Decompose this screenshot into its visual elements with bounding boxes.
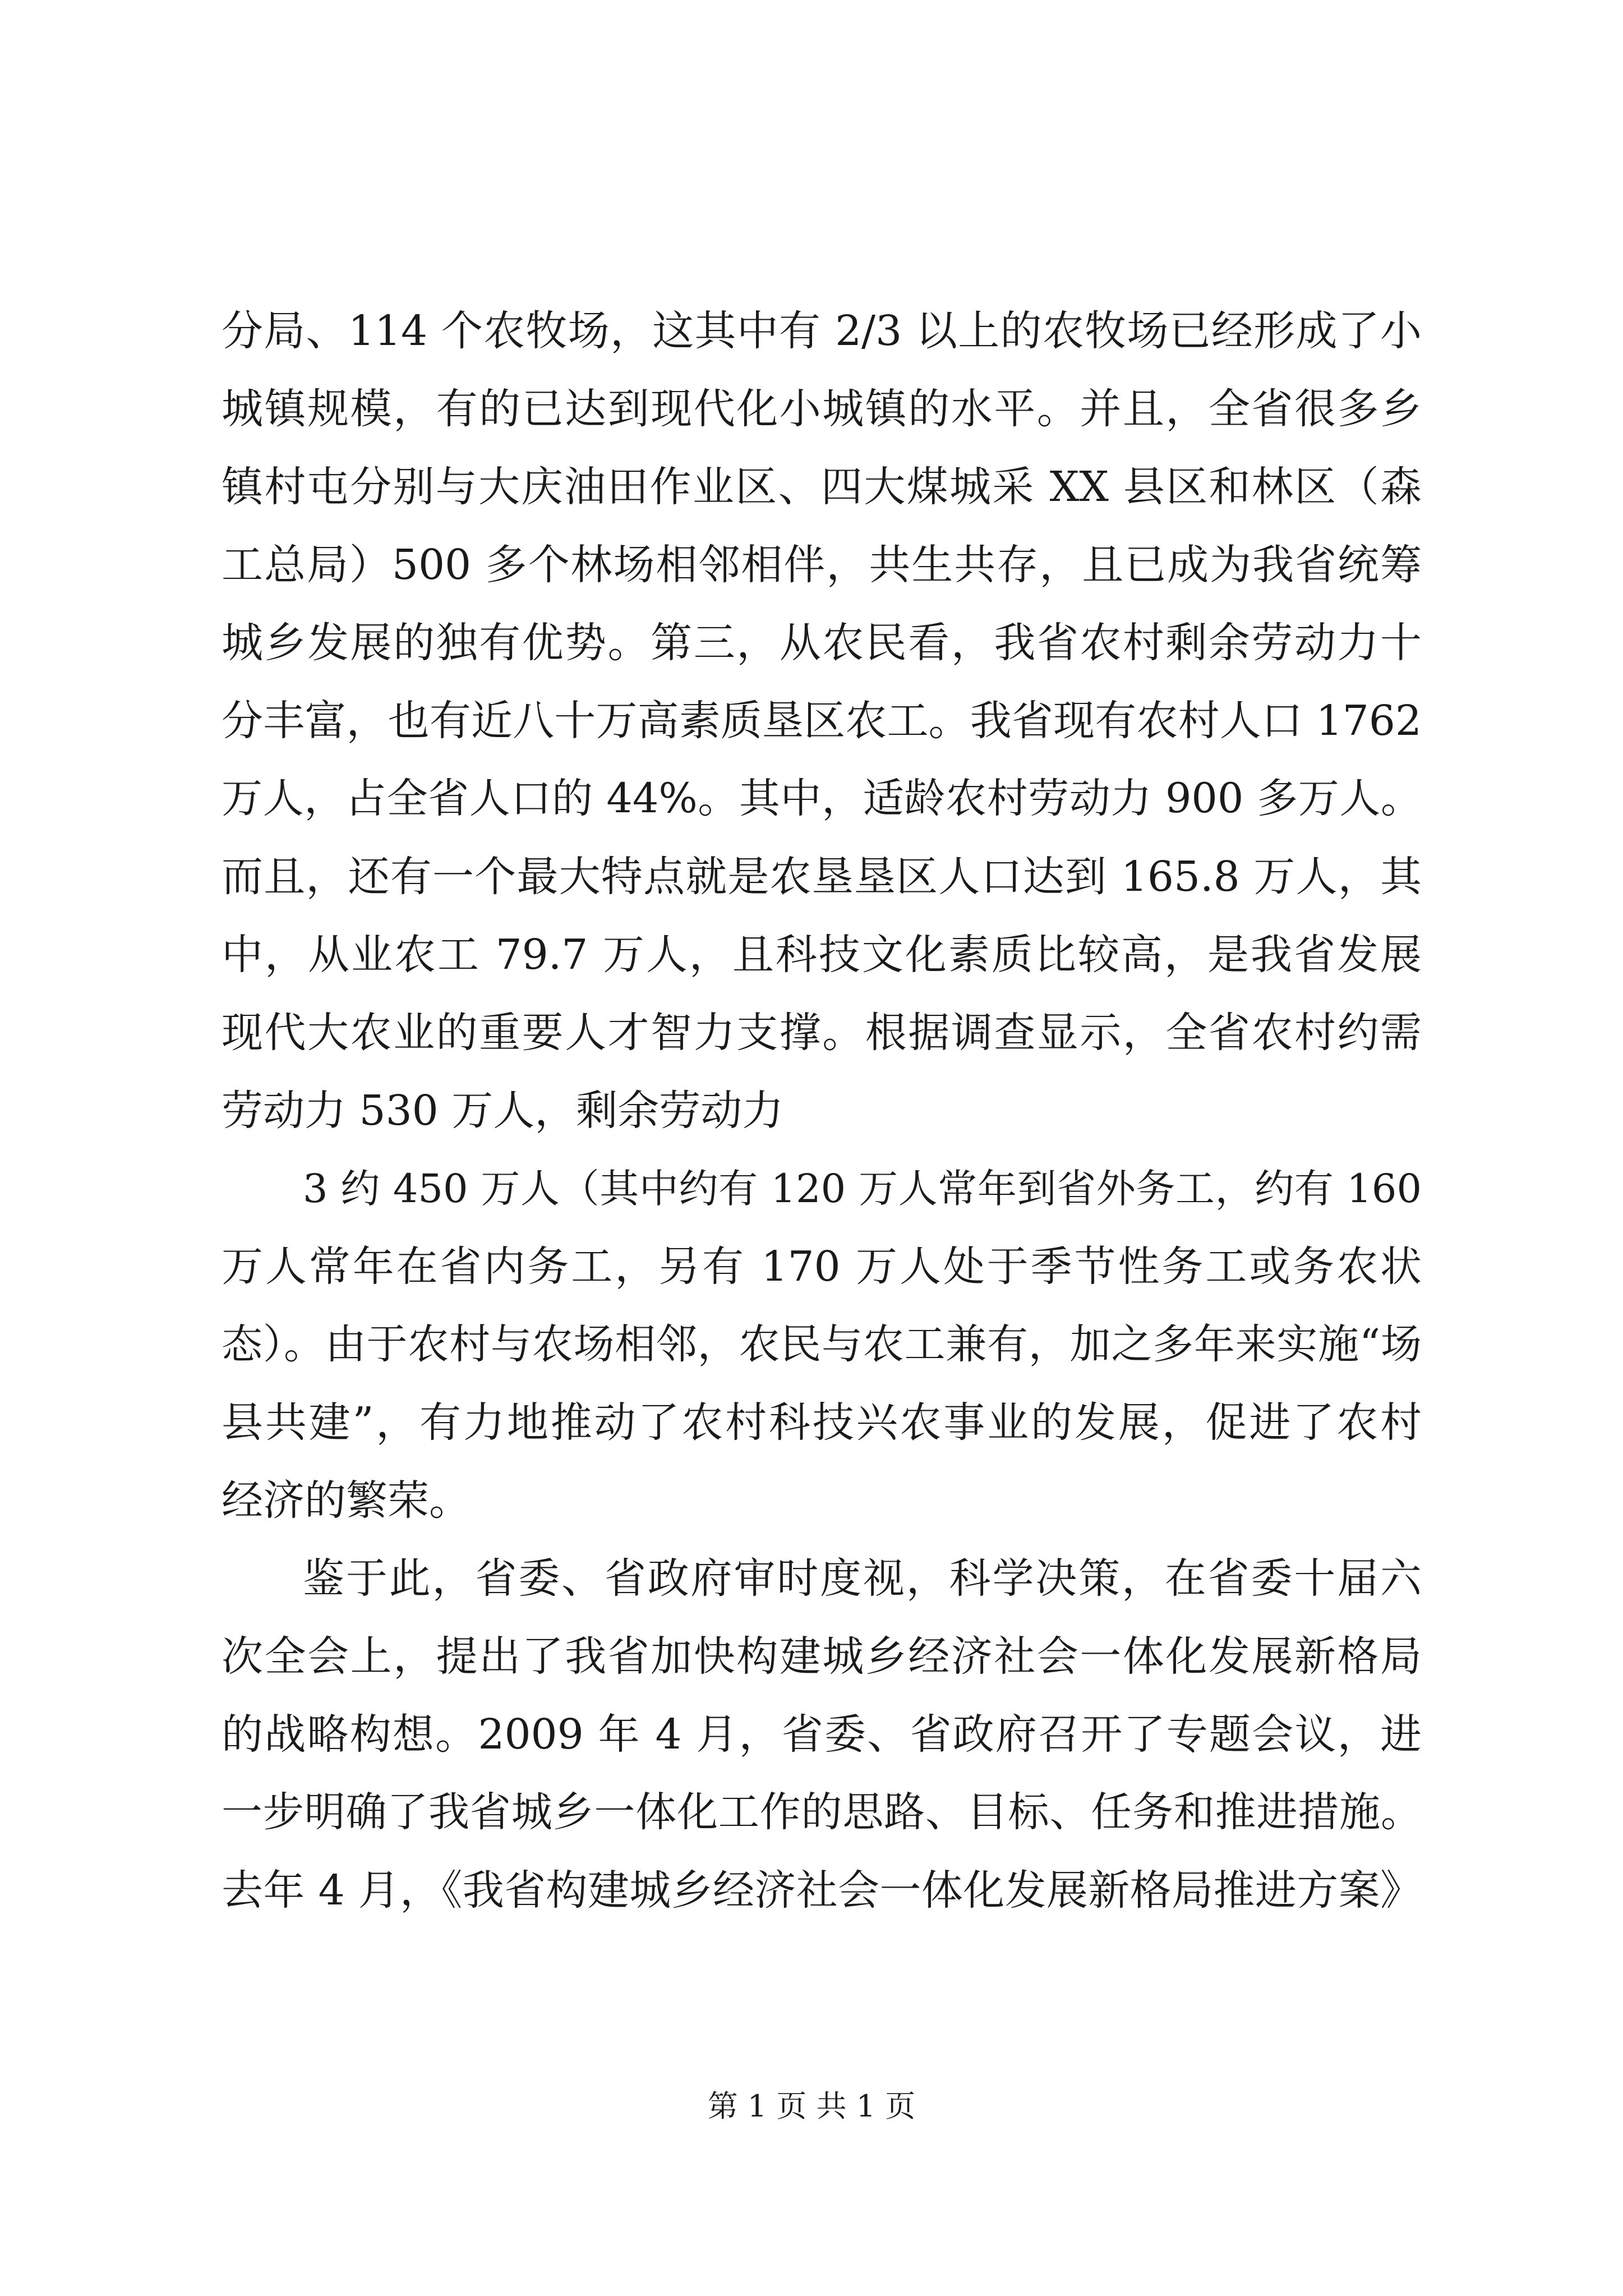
body-text-line: 态）。由于农村与农场相邻，农民与农工兼有，加之多年来实施“场 <box>222 1320 1422 1368</box>
body-text-line: 鉴于此，省委、省政府审时度视，科学决策，在省委十届六 <box>303 1554 1422 1603</box>
body-text-line: 工总局）500 多个林场相邻相伴，共生共存，且已成为我省统筹 <box>222 541 1422 589</box>
body-text-line: 一步明确了我省城乡一体化工作的思路、目标、任务和推进措施。 <box>222 1788 1422 1836</box>
body-text-line: 3 约 450 万人（其中约有 120 万人常年到省外务工，约有 160 <box>303 1166 1422 1212</box>
body-text-line: 中，从业农工 79.7 万人，且科技文化素质比较高，是我省发展 <box>222 931 1422 979</box>
body-text-line: 次全会上，提出了我省加快构建城乡经济社会一体化发展新格局 <box>222 1632 1422 1681</box>
body-text-line: 镇村屯分别与大庆油田作业区、四大煤城采 XX 县区和林区（森 <box>222 463 1422 511</box>
body-text-line: 县共建”，有力地推动了农村科技兴农事业的发展，促进了农村 <box>222 1398 1422 1447</box>
body-text-line: 的战略构想。2009 年 4 月，省委、省政府召开了专题会议，进 <box>222 1710 1422 1759</box>
body-text-line: 现代大农业的重要人才智力支撑。根据调查显示，全省农村约需 <box>222 1009 1422 1057</box>
body-text-line: 而且，还有一个最大特点就是农垦垦区人口达到 165.8 万人，其 <box>222 853 1422 901</box>
body-text-line: 城乡发展的独有优势。第三，从农民看，我省农村剩余劳动力十 <box>222 619 1422 667</box>
body-text-line: 万人，占全省人口的 44%。其中，适龄农村劳动力 900 多万人。 <box>222 775 1422 822</box>
body-text-line: 经济的繁荣。 <box>222 1476 471 1525</box>
page-number-footer: 第 1 页 共 1 页 <box>707 2088 916 2124</box>
body-text-line: 城镇规模，有的已达到现代化小城镇的水平。并且，全省很多乡 <box>222 385 1422 433</box>
body-text-line: 分丰富，也有近八十万高素质垦区农工。我省现有农村人口 1762 <box>222 697 1422 745</box>
body-text-line: 万人常年在省内务工，另有 170 万人处于季节性务工或务农状 <box>222 1243 1422 1291</box>
body-text-line: 去年 4 月，《我省构建城乡经济社会一体化发展新格局推进方案》 <box>222 1866 1422 1915</box>
body-text-line: 劳动力 530 万人，剩余劳动力 <box>222 1087 784 1135</box>
body-text-line: 分局、114 个农牧场，这其中有 2/3 以上的农牧场已经形成了小 <box>222 307 1422 355</box>
